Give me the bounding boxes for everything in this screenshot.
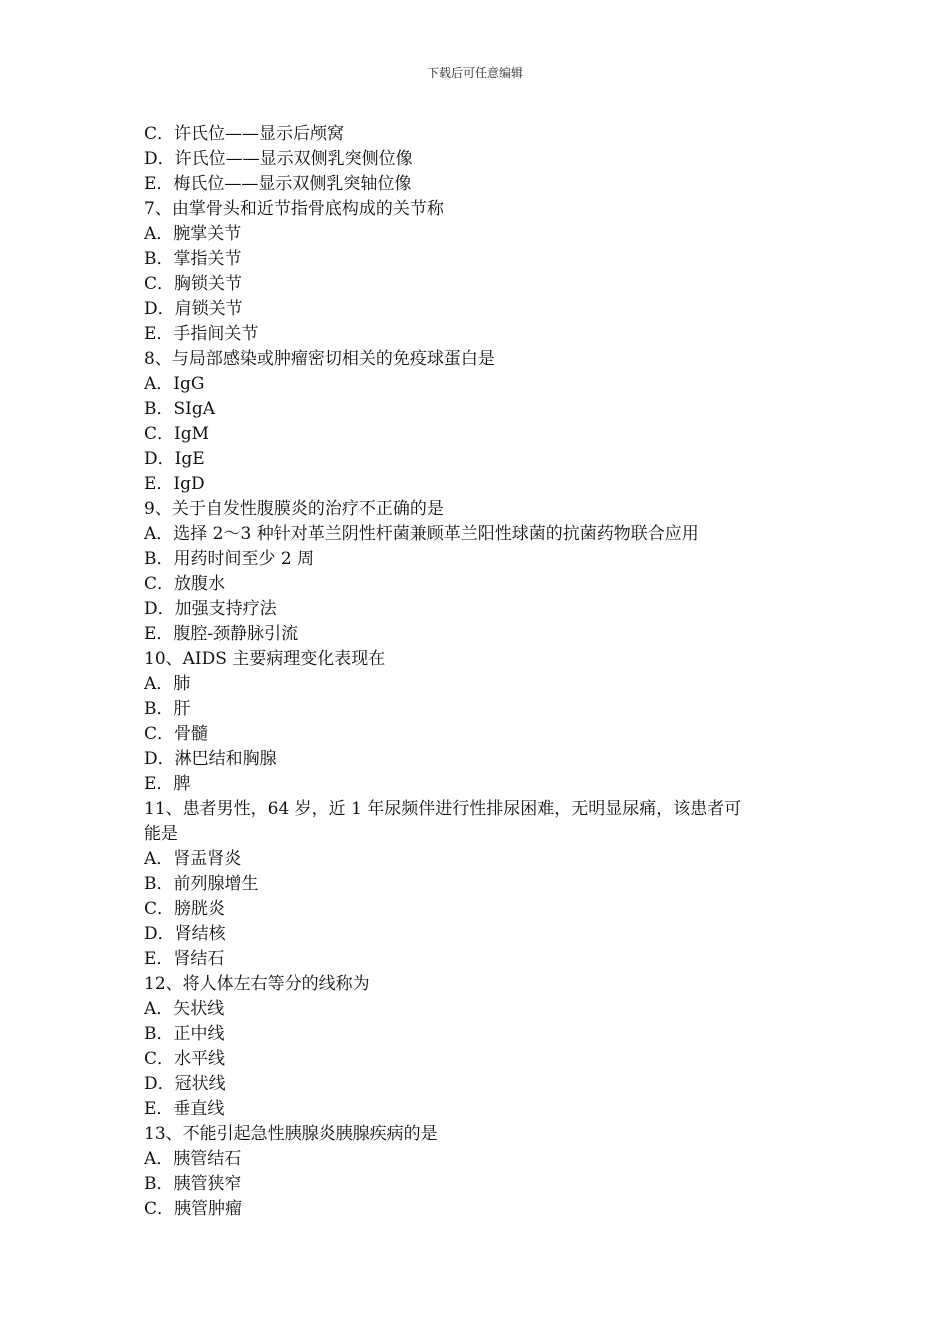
option-line: D．肩锁关节 [144,299,243,319]
option-line: B．前列腺增生 [144,874,259,894]
document-body [144,122,814,1222]
option-line: B．掌指关节 [144,249,242,269]
page-header: 下载后可任意编辑 [426,66,523,80]
option-line: E．肾结石 [144,949,225,969]
option-line: E．梅氏位——显示双侧乳突轴位像 [144,174,412,194]
option-line: D．IgE [144,449,205,469]
option-line: A．肺 [144,674,191,694]
option-line: D．冠状线 [144,1074,226,1094]
question-line-continued: 能是 [144,824,178,844]
option-line: B．SIgA [144,399,216,419]
option-line: B．肝 [144,699,191,719]
option-line: E．垂直线 [144,1099,225,1119]
option-line: E．脾 [144,774,191,794]
question-line: 13、不能引起急性胰腺炎胰腺疾病的是 [144,1124,438,1144]
question-line: 12、将人体左右等分的线称为 [144,974,370,994]
option-line: C．膀胱炎 [144,899,226,919]
option-line: E．手指间关节 [144,324,259,344]
option-line: C．放腹水 [144,574,226,594]
question-line: 11、患者男性，64 岁，近 1 年尿频伴进行性排尿困难，无明显尿痛，该患者可 [144,799,742,819]
option-line: E．IgD [144,474,205,494]
option-line: A．腕掌关节 [144,224,242,244]
option-line: C．水平线 [144,1049,226,1069]
option-line: D．加强支持疗法 [144,599,277,619]
option-line: B．胰管狭窄 [144,1174,242,1194]
option-line: A．选择 2～3 种针对革兰阴性杆菌兼顾革兰阳性球菌的抗菌药物联合应用 [144,524,699,544]
question-line: 8、与局部感染或肿瘤密切相关的免疫球蛋白是 [144,349,495,369]
option-line: B．用药时间至少 2 周 [144,549,315,569]
option-line: C．骨髓 [144,724,209,744]
option-line: D．许氏位——显示双侧乳突侧位像 [144,149,413,169]
option-line: A．肾盂肾炎 [144,849,242,869]
option-line: A．矢状线 [144,999,225,1019]
option-line: C．许氏位——显示后颅窝 [144,124,345,144]
question-line: 7、由掌骨头和近节指骨底构成的关节称 [144,199,444,219]
question-line: 9、关于自发性腹膜炎的治疗不正确的是 [144,499,444,519]
option-line: B．正中线 [144,1024,225,1044]
option-line: C．胸锁关节 [144,274,243,294]
option-line: D．肾结核 [144,924,226,944]
option-line: A．胰管结石 [144,1149,242,1169]
option-line: D．淋巴结和胸腺 [144,749,277,769]
question-line: 10、AIDS 主要病理变化表现在 [144,649,386,669]
option-line: A．IgG [144,374,205,394]
option-line: E．腹腔-颈静脉引流 [144,624,299,644]
option-line: C．IgM [144,424,210,444]
option-line: C．胰管肿瘤 [144,1199,243,1219]
